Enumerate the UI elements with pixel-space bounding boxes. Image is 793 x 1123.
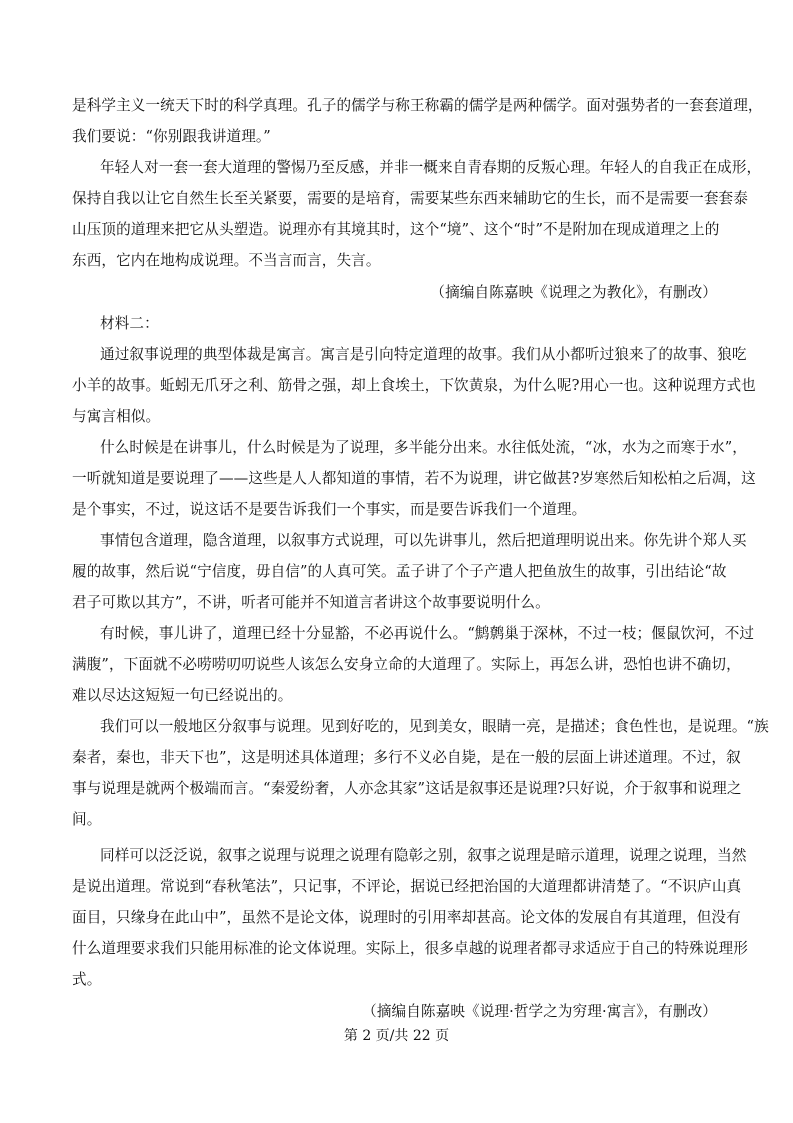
text-line: 东西，它内在地构成说理。不当言而言，失言。 <box>72 252 381 269</box>
text-line: 事与说理是就两个极端而言。“秦爱纷奢，人亦念其家”这话是叙事还是说理?只好说，介于叙事和说理之 <box>72 780 742 797</box>
paragraph-start: 有时候，事儿讲了，道理已经十分显豁，不必再说什么。“鹪鹩巢于深林，不过一枝；偃鼠饮河，不过 <box>100 625 755 642</box>
paragraph-start: 什么时候是在讲事儿，什么时候是为了说理，多半能分出来。水往低处流，“冰，水为之而寒于水”， <box>100 439 747 456</box>
text-line: 君子可欺以其方”，不讲，听者可能并不知道言者讲这个故事要说明什么。 <box>72 594 550 611</box>
text-line: 满腹”，下面就不必唠唠叨叨说些人该怎么安身立命的大道理了。实际上，再怎么讲，恐怕也讲不确切， <box>72 656 741 673</box>
text-line: 式。 <box>72 971 102 988</box>
text-line: 山压顶的道理来把它从头塑造。说理亦有其境其时，这个“境”、这个“时”不是附加在现成道理之上的 <box>72 221 720 238</box>
text-line: 我们要说：“你别跟我讲道理。” <box>72 128 271 145</box>
text-line: 保持自我以让它自然生长至关紧要，需要的是培育，需要某些东西来辅助它的生长，而不是需要一套套泰 <box>72 190 748 207</box>
text-line: 是说出道理。常说到“春秋笔法”，只记事，不评论，据说已经把治国的大道理都讲清楚了。“不识庐山真 <box>72 878 742 895</box>
text-line: 与寓言相似。 <box>72 408 161 425</box>
page-number: 第 2 页/共 22 页 <box>343 1028 450 1044</box>
text-line: 小羊的故事。蚯蚓无爪牙之利、筋骨之强，却上食埃土，下饮黄泉，为什么呢?用心一也。这种说理方式也 <box>72 377 756 394</box>
paragraph-start: 同样可以泛泛说，叙事之说理与说理之说理有隐彰之别，叙事之说理是暗示道理，说理之说理，当然 <box>100 847 747 864</box>
source-citation: （摘编自陈嘉映《说理之为教化》，有删改） <box>430 284 717 301</box>
text-line: 秦者，秦也，非天下也”，这是明述具体道理；多行不义必自毙，是在一般的层面上讲述道理。不过，叙 <box>72 749 741 766</box>
paragraph-start: 通过叙事说理的典型体裁是寓言。寓言是引向特定道理的故事。我们从小都听过狼来了的故事、狼吃 <box>100 346 747 363</box>
paragraph-start: 年轻人对一套一套大道理的警惕乃至反感，并非一概来自青春期的反叛心理。年轻人的自我正在成形， <box>100 159 762 176</box>
text-line: 履的故事，然后说“宁信度，毋自信”的人真可笑。孟子讲了个子产遣人把鱼放生的故事，引出结论“故 <box>72 563 727 580</box>
text-line: 难以尽达这短短一句已经说出的。 <box>72 687 293 704</box>
text-line: 面目，只缘身在此山中”，虽然不是论文体，说理时的引用率却甚高。论文体的发展自有其道理，但没有 <box>72 909 741 926</box>
source-citation: （摘编自陈嘉映《说理·哲学之为穷理·寓言》，有删改） <box>362 1003 717 1020</box>
text-line: 什么道理要求我们只能用标准的论文体说理。实际上，很多卓越的说理者都寻求适应于自己的特殊说理形 <box>72 940 748 957</box>
paragraph-start: 我们可以一般地区分叙事与说理。见到好吃的，见到美女，眼睛一亮，是描述；食色性也，是说理。“族 <box>100 718 769 735</box>
text-line: 是科学主义一统天下时的科学真理。孔子的儒学与称王称霸的儒学是两种儒学。面对强势者的一套套道理， <box>72 97 763 114</box>
section-heading: 材料二： <box>100 315 159 332</box>
text-line: 一听就知道是要说理了——这些是人人都知道的事情，若不为说理，讲它做甚?岁寒然后知松柏之后凋，这 <box>72 470 756 487</box>
text-line: 间。 <box>72 811 102 828</box>
paragraph-start: 事情包含道理，隐含道理，以叙事方式说理，可以先讲事儿，然后把道理明说出来。你先讲个郑人买 <box>100 532 747 549</box>
text-line: 是个事实，不过，说这话不是要告诉我们一个事实，而是要告诉我们一个道理。 <box>72 501 587 518</box>
